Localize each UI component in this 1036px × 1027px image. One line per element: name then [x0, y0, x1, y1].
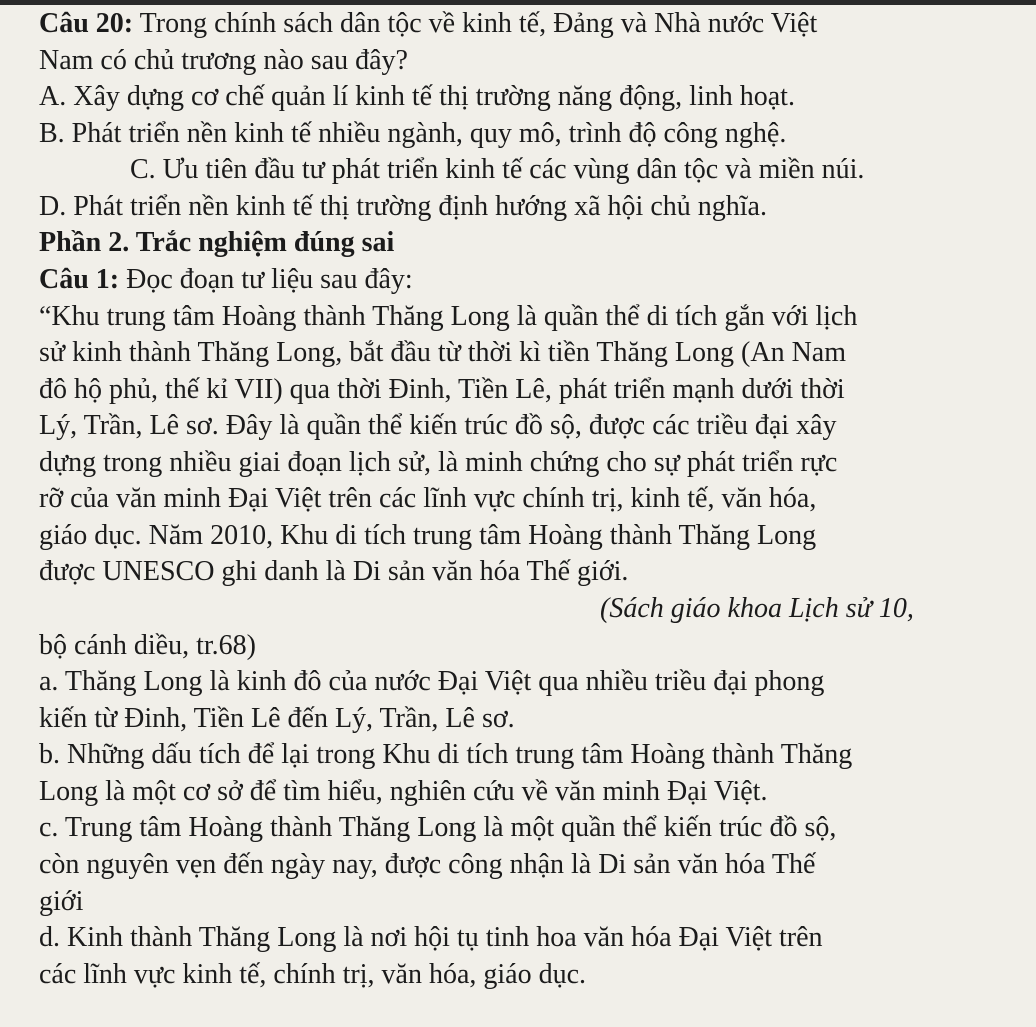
passage-line: được UNESCO ghi danh là Di sản văn hóa Thế giới. [39, 556, 629, 588]
passage-line: giáo dục. Năm 2010, Khu di tích trung tâm Hoàng thành Thăng Long [39, 519, 817, 551]
passage-line: “Khu trung tâm Hoàng thành Thăng Long là quần thể di tích gắn với lịch [39, 300, 858, 332]
passage-line: sử kinh thành Thăng Long, bắt đầu từ thời kì tiền Thăng Long (An Nam [39, 337, 847, 369]
passage-line: Lý, Trần, Lê sơ. Đây là quần thể kiến trúc đồ sộ, được các triều đại xây [39, 410, 837, 442]
q20-stem-line-1 [39, 6, 817, 42]
passage-line: dựng trong nhiều giai đoạn lịch sử, là minh chứng cho sự phát triển rực [39, 446, 838, 478]
statement-d-line-1: d. Kinh thành Thăng Long là nơi hội tụ tinh hoa văn hóa Đại Việt trên [39, 922, 823, 954]
q1-label: Câu 1: [39, 263, 120, 295]
q20-option-b: B. Phát triển nền kinh tế nhiều ngành, quy mô, trình độ công nghệ. [39, 117, 787, 149]
q20-option-d: D. Phát triển nền kinh tế thị trường định hướng xã hội chủ nghĩa. [39, 190, 767, 222]
q20-stem-line-2: Nam có chủ trương nào sau đây? [39, 44, 408, 76]
passage-line: đô hộ phủ, thế kỉ VII) qua thời Đinh, Tiền Lê, phát triển mạnh dưới thời [39, 373, 845, 405]
statement-c-line-3: giới [39, 885, 84, 917]
q20-stem-text: Trong chính sách dân tộc về kinh tế, Đảng và Nhà nước Việt [133, 8, 818, 39]
statement-c-line-1: c. Trung tâm Hoàng thành Thăng Long là một quần thể kiến trúc đồ sộ, [39, 812, 837, 844]
statement-b-line-1: b. Những dấu tích để lại trong Khu di tích trung tâm Hoàng thành Thăng [39, 739, 853, 771]
q20-option-a: A. Xây dựng cơ chế quản lí kinh tế thị trường năng động, linh hoạt. [39, 81, 795, 113]
q20-label: Câu 20: [39, 8, 134, 39]
q20-option-c: C. Ưu tiên đầu tư phát triển kinh tế các vùng dân tộc và miền núi. [130, 154, 865, 186]
statement-a-line-2: kiến từ Đinh, Tiền Lê đến Lý, Trần, Lê sơ. [39, 702, 515, 734]
top-edge-bar [0, 0, 1036, 5]
q1-stem-text: Đọc đoạn tư liệu sau đây: [119, 263, 413, 295]
statement-b-line-2: Long là một cơ sở để tìm hiểu, nghiên cứu về văn minh Đại Việt. [39, 775, 768, 807]
part2-heading: Phần 2. Trắc nghiệm đúng sai [39, 227, 395, 259]
source-citation-cont: bộ cánh diều, tr.68) [39, 629, 256, 661]
passage-line: rỡ của văn minh Đại Việt trên các lĩnh vực chính trị, kinh tế, văn hóa, [39, 483, 817, 515]
source-citation: (Sách giáo khoa Lịch sử 10, [600, 593, 914, 624]
statement-c-line-2: còn nguyên vẹn đến ngày nay, được công nhận là Di sản văn hóa Thế [39, 848, 816, 880]
q1-stem [39, 262, 413, 298]
statement-d-line-2: các lĩnh vực kinh tế, chính trị, văn hóa, giáo dục. [39, 958, 587, 990]
statement-a-line-1: a. Thăng Long là kinh đô của nước Đại Việt qua nhiều triều đại phong [39, 666, 825, 698]
